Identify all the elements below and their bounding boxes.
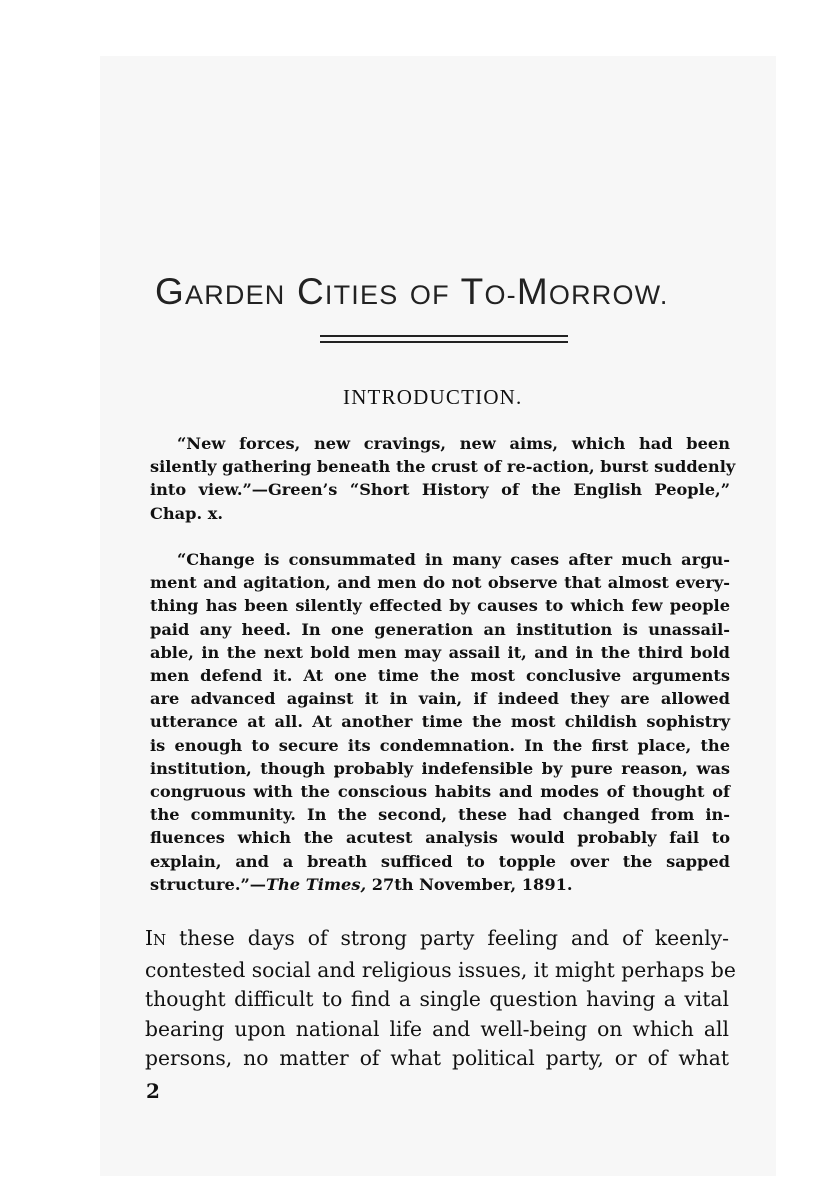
- epigraph-line: silently gathering beneath the crust of re-action, burst suddenly: [150, 457, 736, 477]
- epigraph-green: [150, 432, 736, 525]
- title-smallcaps: ITIES: [324, 279, 399, 310]
- title-letter: C: [296, 270, 325, 312]
- epigraph-line: congruous with the conscious habits and modes of thought of: [150, 782, 730, 802]
- epigraph-line: institution, though probably indefensible by pure reason, was: [150, 758, 730, 778]
- epigraph-line: ment and agitation, and men do not observe that almost every-: [150, 573, 730, 593]
- body-line: contested social and religious issues, it might perhaps be: [145, 957, 736, 982]
- body-line-text: these days of strong party feeling and of keenly-: [166, 926, 729, 950]
- epigraph-times: [150, 548, 730, 896]
- epigraph-line: is enough to secure its condemnation. In the first place, the: [150, 735, 730, 755]
- epigraph-line: paid any heed. In one generation an institution is unassail-: [150, 619, 730, 639]
- body-initial-cap: I: [145, 926, 154, 950]
- epigraph-line: into view.”—Green’s “Short History of the English People,”: [150, 480, 730, 500]
- title-letter: T: [460, 270, 485, 312]
- title-smallcaps: O-: [484, 279, 517, 310]
- body-line: [145, 924, 729, 956]
- epigraph-line: “Change is consummated in many cases after much argu-: [177, 550, 730, 569]
- epigraph-line: thing has been silently effected by causes to which few people: [150, 596, 730, 616]
- epigraph-line: fluences which the acutest analysis would probably fail to: [150, 828, 730, 848]
- body-initial-smallcap: N: [153, 931, 167, 949]
- epigraph-line: the community. In the second, these had changed from in-: [150, 805, 730, 825]
- rule-line: [320, 335, 568, 337]
- body-line: persons, no matter of what political party, or of what: [145, 1046, 729, 1070]
- citation-date: 27th November, 1891.: [366, 874, 573, 894]
- citation-source: The Times,: [265, 874, 367, 894]
- epigraph-line: Chap. x.: [150, 503, 224, 523]
- body-text: [145, 924, 736, 1074]
- body-line: bearing upon national life and well-being on which all: [145, 1016, 729, 1041]
- body-line: thought difficult to find a single question having a vital: [145, 987, 729, 1011]
- epigraph-line: utterance at all. At another time the most childish sophistry: [150, 712, 730, 732]
- title-smallcaps: OF: [409, 279, 450, 310]
- rule-line: [320, 341, 568, 343]
- citation-prefix: structure.”—: [150, 874, 266, 894]
- page-number: 2: [146, 1079, 160, 1103]
- epigraph-line: men defend it. At one time the most conclusive arguments: [150, 666, 730, 686]
- title-smallcaps: ARDEN: [184, 279, 286, 310]
- epigraph-citation-line: [150, 873, 730, 896]
- epigraph-line: explain, and a breath sufficed to topple over the sapped: [150, 851, 730, 871]
- title-smallcaps: ORROW.: [548, 279, 669, 310]
- title-letter: G: [155, 270, 185, 312]
- epigraph-line: “New forces, new cravings, new aims, which had been: [177, 434, 730, 453]
- book-title: [155, 271, 775, 313]
- title-letter: M: [516, 270, 549, 312]
- epigraph-line: able, in the next bold men may assail it, and in the third bold: [150, 642, 730, 662]
- double-rule-divider: [320, 335, 568, 344]
- section-heading: INTRODUCTION.: [343, 385, 523, 409]
- epigraph-line: are advanced against it in vain, if indeed they are allowed: [150, 689, 730, 709]
